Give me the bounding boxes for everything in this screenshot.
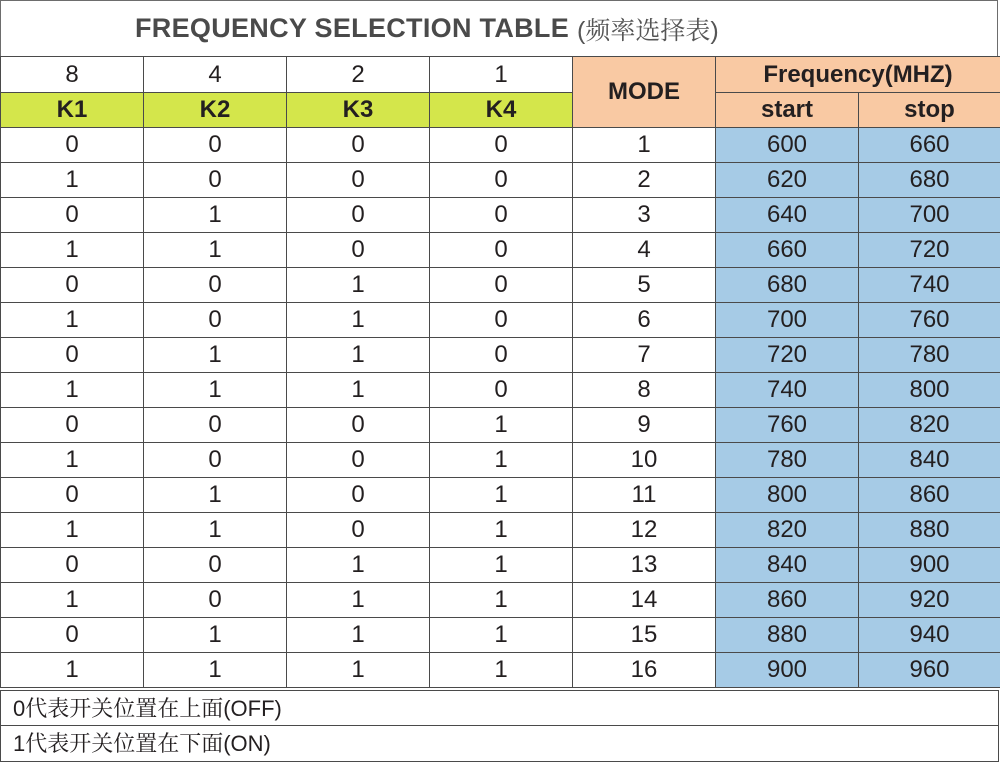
switch-state-cell: 1 <box>1 583 144 618</box>
weight-cell: 8 <box>1 57 144 93</box>
switch-state-cell: 0 <box>144 443 287 478</box>
switch-state-cell: 0 <box>287 163 430 198</box>
switch-state-cell: 0 <box>287 408 430 443</box>
stop-frequency-cell: 840 <box>859 443 1000 478</box>
weight-cell: 2 <box>287 57 430 93</box>
start-frequency-cell: 740 <box>716 373 859 408</box>
table-row <box>1 478 1000 513</box>
stop-header: stop <box>859 93 1000 128</box>
start-frequency-cell: 640 <box>716 198 859 233</box>
switch-state-cell: 1 <box>144 513 287 548</box>
switch-state-cell: 0 <box>430 163 573 198</box>
switch-state-cell: 0 <box>144 268 287 303</box>
switch-state-cell: 0 <box>287 443 430 478</box>
switch-state-cell: 1 <box>287 653 430 688</box>
stop-frequency-cell: 680 <box>859 163 1000 198</box>
stop-frequency-cell: 900 <box>859 548 1000 583</box>
switch-state-cell: 0 <box>287 198 430 233</box>
switch-state-cell: 0 <box>430 198 573 233</box>
switch-state-cell: 0 <box>1 478 144 513</box>
stop-frequency-cell: 800 <box>859 373 1000 408</box>
switch-state-cell: 0 <box>287 233 430 268</box>
switch-state-cell: 1 <box>144 233 287 268</box>
mode-cell: 15 <box>573 618 716 653</box>
stop-frequency-cell: 820 <box>859 408 1000 443</box>
mode-cell: 10 <box>573 443 716 478</box>
switch-state-cell: 0 <box>430 233 573 268</box>
stop-frequency-cell: 860 <box>859 478 1000 513</box>
mode-cell: 14 <box>573 583 716 618</box>
switch-state-cell: 1 <box>430 548 573 583</box>
switch-state-cell: 1 <box>1 513 144 548</box>
stop-frequency-cell: 880 <box>859 513 1000 548</box>
switch-state-cell: 0 <box>144 548 287 583</box>
stop-frequency-cell: 760 <box>859 303 1000 338</box>
start-frequency-cell: 620 <box>716 163 859 198</box>
switch-state-cell: 1 <box>287 338 430 373</box>
stop-frequency-cell: 700 <box>859 198 1000 233</box>
mode-cell: 1 <box>573 128 716 163</box>
start-frequency-cell: 760 <box>716 408 859 443</box>
table-row <box>1 583 1000 618</box>
table-row <box>1 163 1000 198</box>
switch-state-cell: 1 <box>144 653 287 688</box>
start-frequency-cell: 880 <box>716 618 859 653</box>
table-row <box>1 653 1000 688</box>
start-frequency-cell: 840 <box>716 548 859 583</box>
switch-state-cell: 0 <box>144 408 287 443</box>
switch-state-cell: 0 <box>1 408 144 443</box>
mode-cell: 8 <box>573 373 716 408</box>
switch-state-cell: 0 <box>430 373 573 408</box>
switch-state-cell: 1 <box>144 198 287 233</box>
switch-state-cell: 0 <box>144 583 287 618</box>
mode-header: MODE <box>573 57 716 128</box>
switch-state-cell: 1 <box>287 618 430 653</box>
key-header: K1 <box>1 93 144 128</box>
switch-state-cell: 0 <box>1 268 144 303</box>
switch-state-cell: 1 <box>287 583 430 618</box>
switch-state-cell: 1 <box>144 478 287 513</box>
switch-state-cell: 1 <box>1 373 144 408</box>
switch-state-cell: 1 <box>144 338 287 373</box>
mode-cell: 5 <box>573 268 716 303</box>
switch-state-cell: 0 <box>430 338 573 373</box>
switch-state-cell: 1 <box>287 548 430 583</box>
switch-state-cell: 1 <box>287 303 430 338</box>
switch-state-cell: 1 <box>287 268 430 303</box>
switch-state-cell: 1 <box>144 618 287 653</box>
switch-state-cell: 1 <box>1 443 144 478</box>
switch-state-cell: 1 <box>430 408 573 443</box>
stop-frequency-cell: 660 <box>859 128 1000 163</box>
key-header: K2 <box>144 93 287 128</box>
mode-cell: 16 <box>573 653 716 688</box>
weight-cell: 1 <box>430 57 573 93</box>
switch-state-cell: 0 <box>144 163 287 198</box>
table-row <box>1 303 1000 338</box>
switch-state-cell: 1 <box>287 373 430 408</box>
mode-cell: 3 <box>573 198 716 233</box>
key-header: K4 <box>430 93 573 128</box>
title-english: FREQUENCY SELECTION TABLE <box>135 13 569 44</box>
start-frequency-cell: 780 <box>716 443 859 478</box>
table-row <box>1 443 1000 478</box>
switch-state-cell: 1 <box>430 443 573 478</box>
switch-state-cell: 0 <box>1 338 144 373</box>
note-on: 1代表开关位置在下面(ON) <box>0 726 999 762</box>
keys-row <box>1 93 1000 128</box>
note-off: 0代表开关位置在上面(OFF) <box>0 690 999 726</box>
switch-state-cell: 1 <box>1 163 144 198</box>
switch-state-cell: 1 <box>1 303 144 338</box>
mode-cell: 4 <box>573 233 716 268</box>
stop-frequency-cell: 780 <box>859 338 1000 373</box>
frequency-table <box>0 56 1000 688</box>
title-chinese: (频率选择表) <box>577 11 719 47</box>
switch-state-cell: 0 <box>287 513 430 548</box>
switch-state-cell: 0 <box>430 303 573 338</box>
switch-state-cell: 0 <box>1 128 144 163</box>
table-row <box>1 618 1000 653</box>
switch-state-cell: 1 <box>1 653 144 688</box>
start-frequency-cell: 800 <box>716 478 859 513</box>
stop-frequency-cell: 740 <box>859 268 1000 303</box>
table-row <box>1 338 1000 373</box>
stop-frequency-cell: 940 <box>859 618 1000 653</box>
stop-frequency-cell: 960 <box>859 653 1000 688</box>
table-row <box>1 233 1000 268</box>
start-header: start <box>716 93 859 128</box>
start-frequency-cell: 600 <box>716 128 859 163</box>
weight-cell: 4 <box>144 57 287 93</box>
weights-row <box>1 57 1000 93</box>
switch-state-cell: 0 <box>144 303 287 338</box>
switch-state-cell: 0 <box>287 128 430 163</box>
switch-state-cell: 1 <box>430 478 573 513</box>
table-row <box>1 373 1000 408</box>
switch-state-cell: 1 <box>430 618 573 653</box>
mode-cell: 7 <box>573 338 716 373</box>
start-frequency-cell: 720 <box>716 338 859 373</box>
switch-state-cell: 0 <box>1 198 144 233</box>
mode-cell: 6 <box>573 303 716 338</box>
table-row <box>1 513 1000 548</box>
switch-state-cell: 1 <box>430 653 573 688</box>
switch-state-cell: 0 <box>1 618 144 653</box>
table-row <box>1 128 1000 163</box>
switch-state-cell: 0 <box>144 128 287 163</box>
switch-state-cell: 1 <box>1 233 144 268</box>
switch-state-cell: 1 <box>144 373 287 408</box>
mode-cell: 2 <box>573 163 716 198</box>
switch-state-cell: 1 <box>430 513 573 548</box>
notes <box>0 690 999 762</box>
start-frequency-cell: 700 <box>716 303 859 338</box>
mode-cell: 11 <box>573 478 716 513</box>
table-title <box>0 0 998 56</box>
stop-frequency-cell: 920 <box>859 583 1000 618</box>
key-header: K3 <box>287 93 430 128</box>
frequency-header: Frequency(MHZ) <box>716 57 1000 93</box>
table-row <box>1 268 1000 303</box>
start-frequency-cell: 660 <box>716 233 859 268</box>
start-frequency-cell: 860 <box>716 583 859 618</box>
table-row <box>1 548 1000 583</box>
switch-state-cell: 0 <box>430 268 573 303</box>
switch-state-cell: 0 <box>430 128 573 163</box>
switch-state-cell: 0 <box>1 548 144 583</box>
start-frequency-cell: 680 <box>716 268 859 303</box>
mode-cell: 12 <box>573 513 716 548</box>
start-frequency-cell: 900 <box>716 653 859 688</box>
start-frequency-cell: 820 <box>716 513 859 548</box>
switch-state-cell: 1 <box>430 583 573 618</box>
table-row <box>1 198 1000 233</box>
mode-cell: 13 <box>573 548 716 583</box>
table-row <box>1 408 1000 443</box>
stop-frequency-cell: 720 <box>859 233 1000 268</box>
switch-state-cell: 0 <box>287 478 430 513</box>
mode-cell: 9 <box>573 408 716 443</box>
